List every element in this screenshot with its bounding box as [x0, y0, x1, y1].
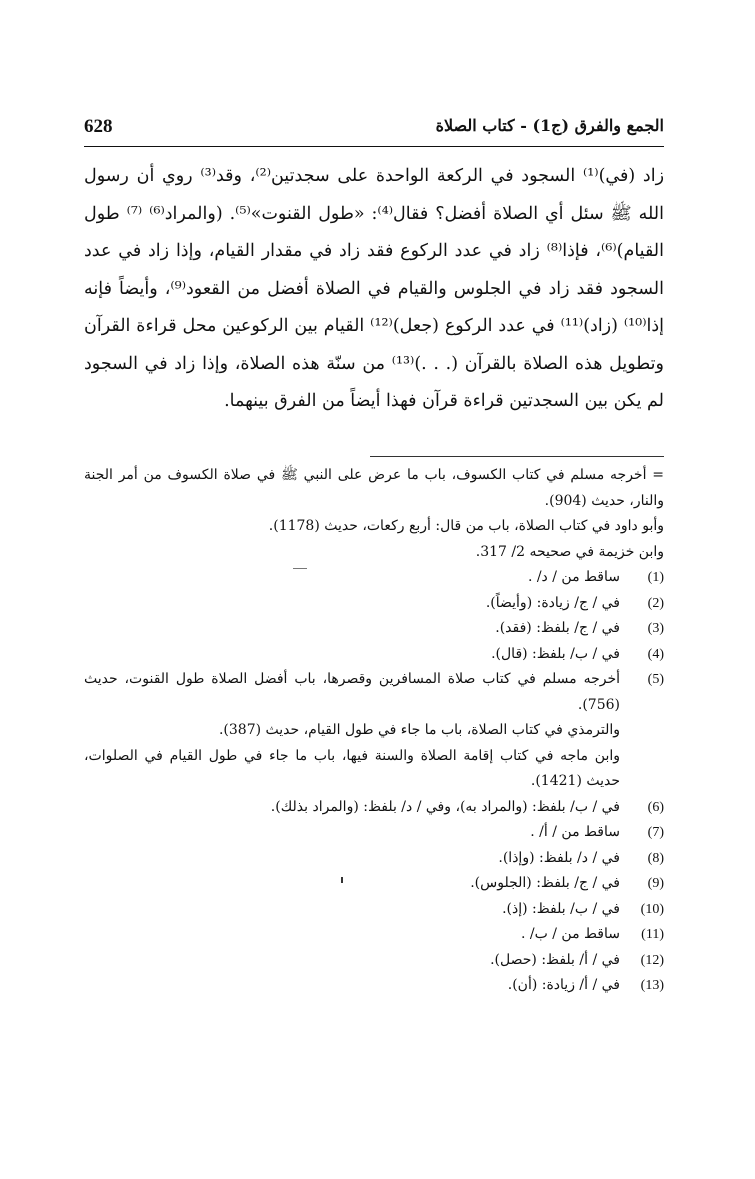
footnote-number: (11) [641, 927, 664, 942]
footnote-continuation-line: وابن خزيمة في صحيحه 2/ 317. [475, 543, 664, 560]
footnote-subentry: وابن ماجه في كتاب إقامة الصلاة والسنة فيها، باب ما جاء في طول القيام في الصلوات، حديث (1421). [84, 747, 620, 789]
footnote-text: ساقط من / ب/ . [521, 926, 620, 942]
footnote-list [84, 565, 664, 999]
footnote-continuation-line: = أخرجه مسلم في كتاب الكسوف، باب ما عرض على النبي ﷺ في صلاة الكسوف من أمر الجنة والنار، حديث (904). [84, 467, 664, 509]
footnote-text: في / د/ بلفظ: (وإذا). [498, 849, 620, 866]
footnote-number: (13) [640, 978, 664, 993]
main-text-block [84, 158, 664, 421]
footnote-continuation [84, 463, 664, 565]
footnote-number: (9) [647, 876, 664, 891]
footnote-text: في / أ/ بلفظ: (حصل). [490, 951, 620, 968]
footnote-item [84, 667, 664, 718]
page-number: 628 [84, 116, 113, 137]
footnote-number: (7) [647, 825, 664, 840]
footnote-item [84, 642, 664, 668]
footnotes-section [84, 463, 664, 999]
footnote-separator [370, 456, 664, 457]
footnote-number: (5) [647, 672, 664, 687]
footnote-text: في / ب/ بلفظ: (قال). [491, 645, 620, 662]
footnote-item [84, 871, 664, 897]
footnote-text: في / ج/ زيادة: (وأيضاً). [485, 594, 620, 611]
footnote-text: في / ج/ بلفظ: (فقد). [495, 620, 620, 636]
footnote-number: (12) [640, 952, 664, 968]
footnote-text: ساقط من / د/ . [527, 569, 620, 585]
footnote-subentry: والترمذي في كتاب الصلاة، باب ما جاء في طول القيام، حديث (387). [218, 722, 620, 738]
running-title: الجمع والفرق (ج1) - كتاب الصلاة [435, 116, 664, 135]
footnote-text: في / ج/ بلفظ: (الجلوس). [470, 875, 620, 891]
footnote-number: (4) [647, 646, 664, 662]
footnote-item [84, 922, 664, 948]
footnote-continuation-line: وأبو داود في كتاب الصلاة، باب من قال: أربع ركعات، حديث (1178). [268, 518, 664, 534]
footnote-text: ساقط من / أ/ . [530, 824, 620, 840]
footnote-number: (2) [647, 595, 664, 611]
footnote-number: (1) [647, 570, 664, 585]
main-paragraph: زاد (في)⁽¹⁾ السجود في الركعة الواحدة على سجدتين⁽²⁾، وقد⁽³⁾ روي أن رسول الله ﷺ سئل أي الصلاة أفضل؟ فقال⁽⁴⁾: «طول القنوت»⁽⁵⁾. (والمراد⁽⁶⁾ ⁽⁷⁾ طول القيام)⁽⁶⁾، فإذا⁽⁸⁾ زاد في عدد الركوع فقد زاد في مقدار القيام، وإذا زاد في عدد السجود فقد زاد في الجلوس والقيام في الصلاة أفضل من القعود⁽⁹⁾، وأيضاً فإنه إذا⁽¹⁰⁾ (زاد)⁽¹¹⁾ في عدد الركوع (جعل)⁽¹²⁾ القيام بين الركوعين محل قراءة القرآن وتطويل هذه الصلاة بالقرآن (. . .)⁽¹³⁾ من سنّة هذه الصلاة، وإذا زاد في السجود لم يكن بين السجدتين قراءة قرآن فهذا أيضاً من الفرق بينهما. [84, 166, 665, 411]
footnote-text: في / ب/ بلفظ: (إذ). [502, 900, 620, 917]
footnote-number: (3) [647, 621, 664, 636]
footnote-text: في / ب/ بلفظ: (والمراد به)، وفي / د/ بلفظ: (والمراد بذلك). [270, 798, 620, 815]
footnote-item [84, 948, 664, 974]
footnote-item [84, 616, 664, 642]
footnote-item [84, 846, 664, 872]
footnote-text: في / أ/ زيادة: (أن). [507, 977, 620, 993]
footnote-number: (8) [647, 850, 664, 866]
footnote-item [84, 565, 664, 591]
footnote-item [84, 973, 664, 999]
footnote-item [84, 897, 664, 923]
footnote-number: (10) [640, 901, 664, 917]
footnote-item [84, 591, 664, 617]
page-header [84, 112, 664, 147]
scan-dot [341, 877, 343, 883]
scan-mark [293, 568, 307, 569]
footnote-item [84, 795, 664, 821]
footnote-item [84, 820, 664, 846]
footnote-number: (6) [647, 799, 664, 815]
footnote-text: أخرجه مسلم في كتاب صلاة المسافرين وقصرها، باب أفضل الصلاة طول القنوت، حديث (756). [84, 671, 620, 713]
